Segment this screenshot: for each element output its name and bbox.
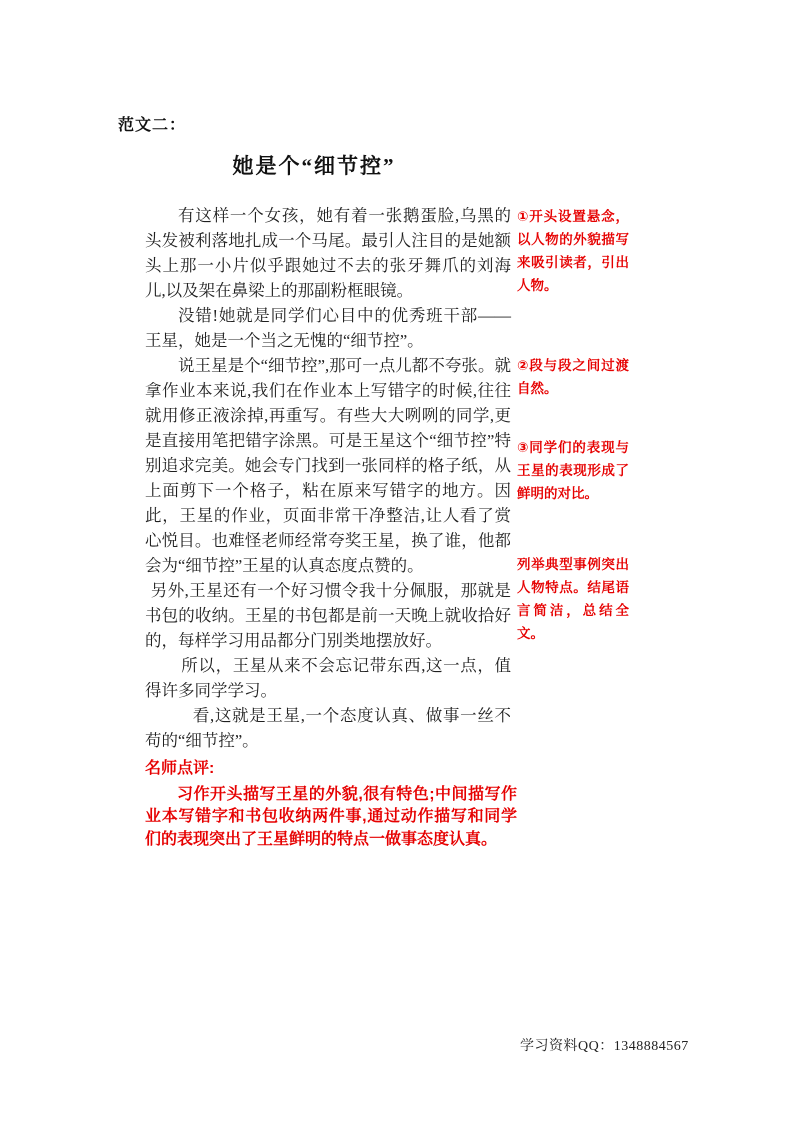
essay-paragraph-6: 看,这就是王星,一个态度认真、做事一丝不苟的“细节控”。 <box>145 706 511 750</box>
teacher-comment-heading: 名师点评: <box>145 760 215 777</box>
essay-title: 她是个“细节控” <box>232 154 396 178</box>
teacher-comment <box>145 758 517 851</box>
margin-annotation-4: 列举典型事例突出人物特点。结尾语言简洁，总结全文。 <box>517 557 629 641</box>
essay-paragraph-5: 所以，王星从来不会忘记带东西,这一点，值得许多同学学习。 <box>145 656 511 700</box>
section-label: 范文二： <box>118 117 187 134</box>
essay-body <box>145 203 511 753</box>
margin-annotation-2: ②段与段之间过渡自然。 <box>517 358 629 396</box>
margin-annotation-1: ①开头设置悬念，以人物的外貌描写来吸引读者，引出人物。 <box>517 209 629 293</box>
essay-paragraph-4: 另外,王星还有一个好习惯令我十分佩服，那就是书包的收纳。王星的书包都是前一天晚上就收拾好的，每样学习用品都分门别类地摆放好。 <box>145 581 511 650</box>
footer-note: 学习资料QQ：1348884567 <box>520 1039 689 1054</box>
margin-annotation-3: ③同学们的表现与王星的表现形成了鲜明的对比。 <box>517 440 629 501</box>
essay-paragraph-3: 说王星是个“细节控”,那可一点儿都不夸张。就拿作业本来说,我们在作业本上写错字的时候,往往就用修正液涂掉,再重写。有些大大咧咧的同学,更是直接用笔把错字涂黑。可是王星这个“细节控”特别追求完美。她会专门找到一张同样的格子纸，从上面剪下一个格子，粘在原来写错字的地方。因此，王星的作业，页面非常干净整洁,让人看了赏心悦目。也难怪老师经常夸奖王星，换了谁，他都会为“细节控”王星的认真态度点赞的。 <box>145 356 511 575</box>
essay-paragraph-2: 没错!她就是同学们心目中的优秀班干部——王星，她是一个当之无愧的“细节控”。 <box>145 306 511 350</box>
essay-paragraph-1: 有这样一个女孩，她有着一张鹅蛋脸,乌黑的头发被利落地扎成一个马尾。最引人注目的是她额头上那一小片似乎跟她过不去的张牙舞爪的刘海儿,以及架在鼻梁上的那副粉框眼镜。 <box>145 206 511 300</box>
teacher-comment-body: 习作开头描写王星的外貌,很有特色;中间描写作业本写错字和书包收纳两件事,通过动作描写和同学们的表现突出了王星鲜明的特点一做事态度认真。 <box>145 785 517 848</box>
